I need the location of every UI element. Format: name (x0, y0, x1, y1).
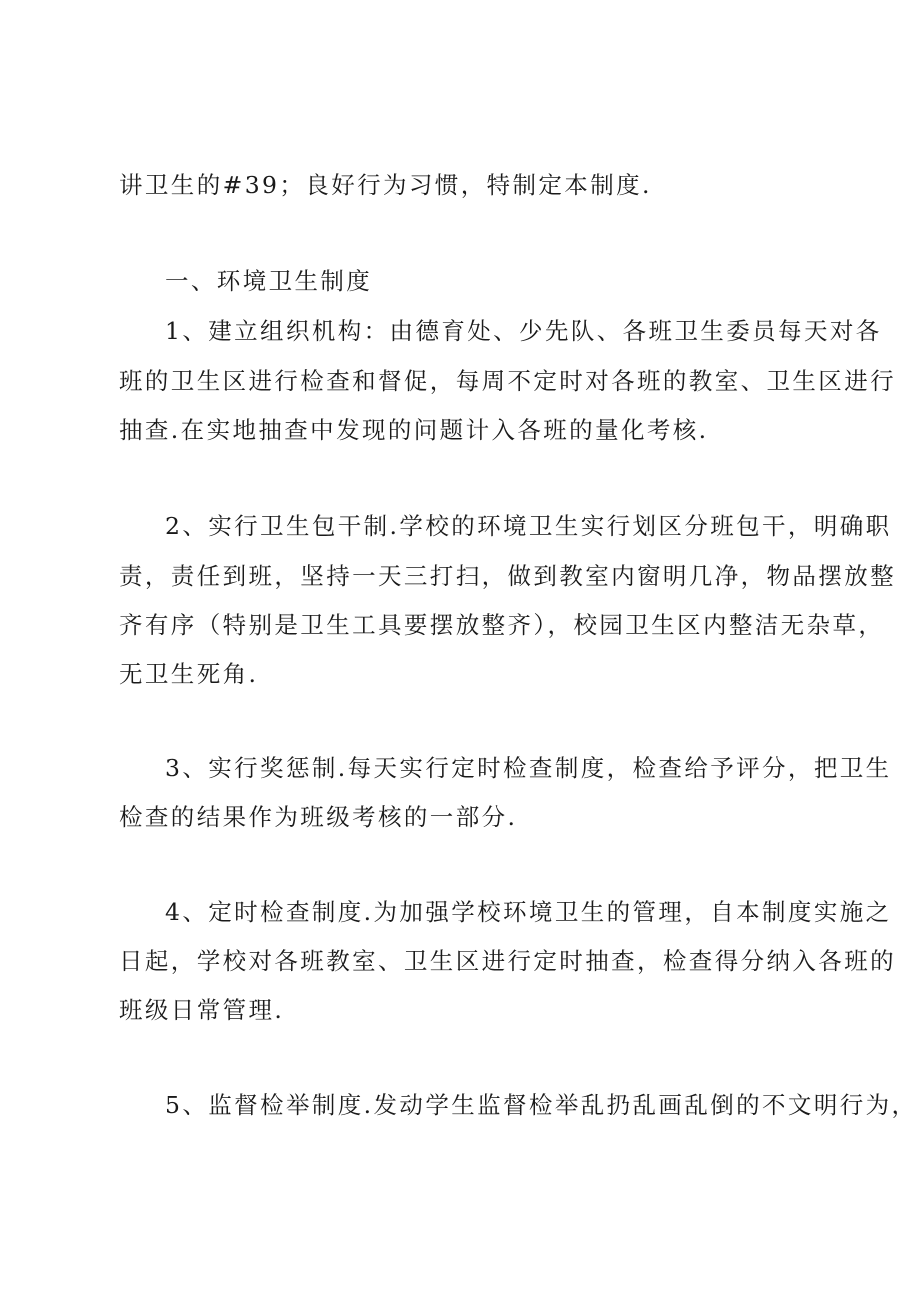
section-heading: 一、环境卫生制度 (165, 267, 373, 295)
paragraph-4-line-3: 班级日常管理. (119, 996, 285, 1024)
paragraph-3-line-1: 3、实行奖惩制.每天实行定时检查制度，检查给予评分，把卫生 (165, 754, 892, 782)
paragraph-2-line-2: 责，责任到班，坚持一天三打扫，做到教室内窗明几净，物品摆放整 (119, 562, 896, 590)
paragraph-2-line-4: 无卫生死角. (119, 660, 259, 688)
paragraph-1-line-3: 抽查.在实地抽查中发现的问题计入各班的量化考核. (119, 416, 709, 444)
paragraph-4-line-1: 4、定时检查制度.为加强学校环境卫生的管理，自本制度实施之 (165, 898, 892, 926)
paragraph-3-line-2: 检查的结果作为班级考核的一部分. (119, 803, 518, 831)
paragraph-1-line-1: 1、建立组织机构：由德育处、少先队、各班卫生委员每天对各 (165, 317, 882, 345)
paragraph-5-line-1: 5、监督检举制度.发动学生监督检举乱扔乱画乱倒的不文明行为， (165, 1091, 918, 1119)
paragraph-1-line-2: 班的卫生区进行检查和督促，每周不定时对各班的教室、卫生区进行 (119, 367, 896, 395)
paragraph-2-line-3: 齐有序（特别是卫生工具要摆放整齐），校园卫生区内整洁无杂草， (119, 611, 885, 639)
paragraph-4-line-2: 日起，学校对各班教室、卫生区进行定时抽查，检查得分纳入各班的 (119, 947, 896, 975)
intro-line: 讲卫生的#39；良好行为习惯，特制定本制度. (119, 171, 652, 199)
paragraph-2-line-1: 2、实行卫生包干制.学校的环境卫生实行划区分班包干，明确职 (165, 512, 892, 540)
